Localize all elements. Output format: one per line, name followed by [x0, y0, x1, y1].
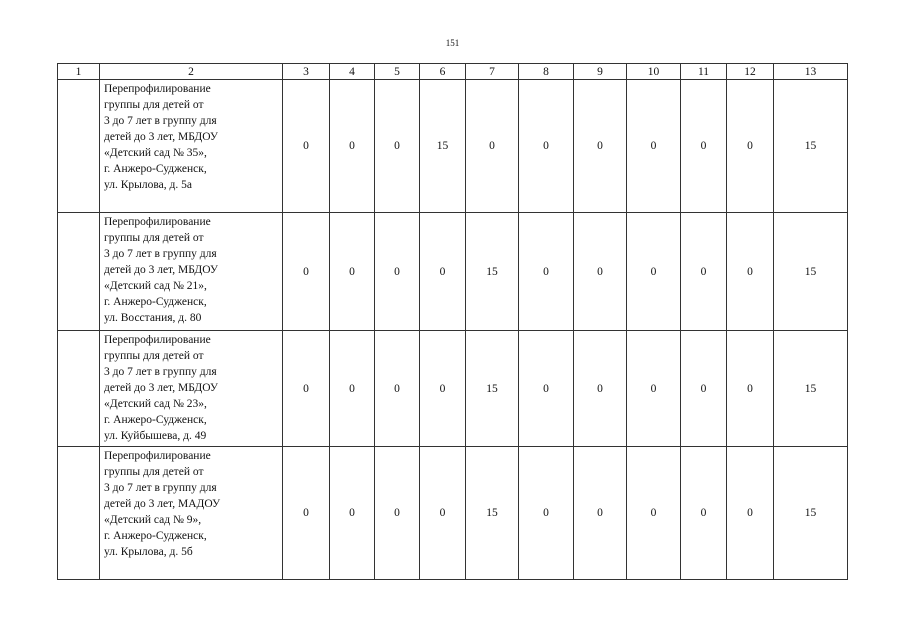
value-cell: 0 [727, 447, 774, 580]
name-line: 3 до 7 лет в группу для [104, 248, 217, 260]
column-header: 9 [574, 64, 627, 80]
value-cell: 0 [330, 447, 375, 580]
column-header: 7 [466, 64, 519, 80]
name-line: 3 до 7 лет в группу для [104, 115, 217, 127]
name-line: группы для детей от [104, 466, 204, 478]
value-cell: 0 [375, 213, 420, 331]
table-row [58, 447, 848, 580]
value-cell: 0 [727, 331, 774, 447]
total-cell: 15 [774, 331, 848, 447]
value-cell: 0 [519, 213, 574, 331]
object-name-cell [100, 80, 283, 213]
value-cell: 0 [375, 331, 420, 447]
value-cell: 0 [727, 80, 774, 213]
value-cell: 0 [283, 447, 330, 580]
column-header: 12 [727, 64, 774, 80]
data-table [57, 63, 848, 580]
value-cell: 0 [727, 213, 774, 331]
name-line: Перепрофилирование [104, 334, 211, 346]
object-name-cell [100, 213, 283, 331]
value-cell: 0 [420, 331, 466, 447]
value-cell: 15 [420, 80, 466, 213]
value-cell: 0 [627, 80, 681, 213]
name-line: «Детский сад № 35», [104, 147, 207, 159]
table-row [58, 213, 848, 331]
value-cell: 0 [627, 331, 681, 447]
name-line: ул. Куйбышева, д. 49 [104, 430, 207, 442]
value-cell: 0 [420, 447, 466, 580]
page-number: 151 [445, 38, 460, 48]
value-cell: 0 [574, 331, 627, 447]
value-cell: 15 [466, 213, 519, 331]
name-line: 3 до 7 лет в группу для [104, 366, 217, 378]
value-cell: 0 [574, 447, 627, 580]
column-header: 10 [627, 64, 681, 80]
value-cell: 0 [375, 447, 420, 580]
name-line: ул. Восстания, д. 80 [104, 312, 202, 324]
row-number-cell [58, 331, 100, 447]
value-cell: 0 [627, 213, 681, 331]
value-cell: 0 [283, 213, 330, 331]
name-line: г. Анжеро-Судженск, [104, 296, 207, 308]
value-cell: 0 [519, 331, 574, 447]
name-line: Перепрофилирование [104, 83, 211, 95]
value-cell: 0 [466, 80, 519, 213]
object-name-cell [100, 447, 283, 580]
name-line: Перепрофилирование [104, 216, 211, 228]
name-line: 3 до 7 лет в группу для [104, 482, 217, 494]
name-line: «Детский сад № 9», [104, 514, 202, 526]
name-line: «Детский сад № 21», [104, 280, 207, 292]
value-cell: 0 [283, 80, 330, 213]
column-header: 8 [519, 64, 574, 80]
value-cell: 0 [375, 80, 420, 213]
table-row [58, 80, 848, 213]
name-line: группы для детей от [104, 350, 204, 362]
value-cell: 15 [466, 331, 519, 447]
column-header: 11 [681, 64, 727, 80]
object-name-cell [100, 331, 283, 447]
row-number-cell [58, 80, 100, 213]
value-cell: 0 [330, 80, 375, 213]
value-cell: 15 [466, 447, 519, 580]
column-header: 2 [100, 64, 283, 80]
name-line: детей до 3 лет, МАДОУ [104, 498, 221, 510]
total-cell: 15 [774, 80, 848, 213]
column-header: 6 [420, 64, 466, 80]
value-cell: 0 [627, 447, 681, 580]
name-line: группы для детей от [104, 99, 204, 111]
name-line: Перепрофилирование [104, 450, 211, 462]
value-cell: 0 [519, 447, 574, 580]
total-cell: 15 [774, 213, 848, 331]
column-header: 4 [330, 64, 375, 80]
column-header: 13 [774, 64, 848, 80]
column-header: 5 [375, 64, 420, 80]
value-cell: 0 [330, 331, 375, 447]
value-cell: 0 [283, 331, 330, 447]
value-cell: 0 [681, 213, 727, 331]
name-line: г. Анжеро-Судженск, [104, 163, 207, 175]
name-line: ул. Крылова, д. 5а [104, 179, 192, 191]
name-line: «Детский сад № 23», [104, 398, 207, 410]
name-line: детей до 3 лет, МБДОУ [104, 131, 219, 143]
value-cell: 0 [574, 213, 627, 331]
name-line: детей до 3 лет, МБДОУ [104, 382, 219, 394]
name-line: г. Анжеро-Судженск, [104, 530, 207, 542]
total-cell: 15 [774, 447, 848, 580]
value-cell: 0 [519, 80, 574, 213]
value-cell: 0 [681, 80, 727, 213]
value-cell: 0 [420, 213, 466, 331]
value-cell: 0 [330, 213, 375, 331]
column-header: 1 [58, 64, 100, 80]
name-line: детей до 3 лет, МБДОУ [104, 264, 219, 276]
header-row [58, 64, 848, 80]
value-cell: 0 [681, 331, 727, 447]
value-cell: 0 [574, 80, 627, 213]
column-header: 3 [283, 64, 330, 80]
row-number-cell [58, 447, 100, 580]
name-line: г. Анжеро-Судженск, [104, 414, 207, 426]
table-row [58, 331, 848, 447]
row-number-cell [58, 213, 100, 331]
name-line: ул. Крылова, д. 5б [104, 546, 193, 558]
name-line: группы для детей от [104, 232, 204, 244]
value-cell: 0 [681, 447, 727, 580]
